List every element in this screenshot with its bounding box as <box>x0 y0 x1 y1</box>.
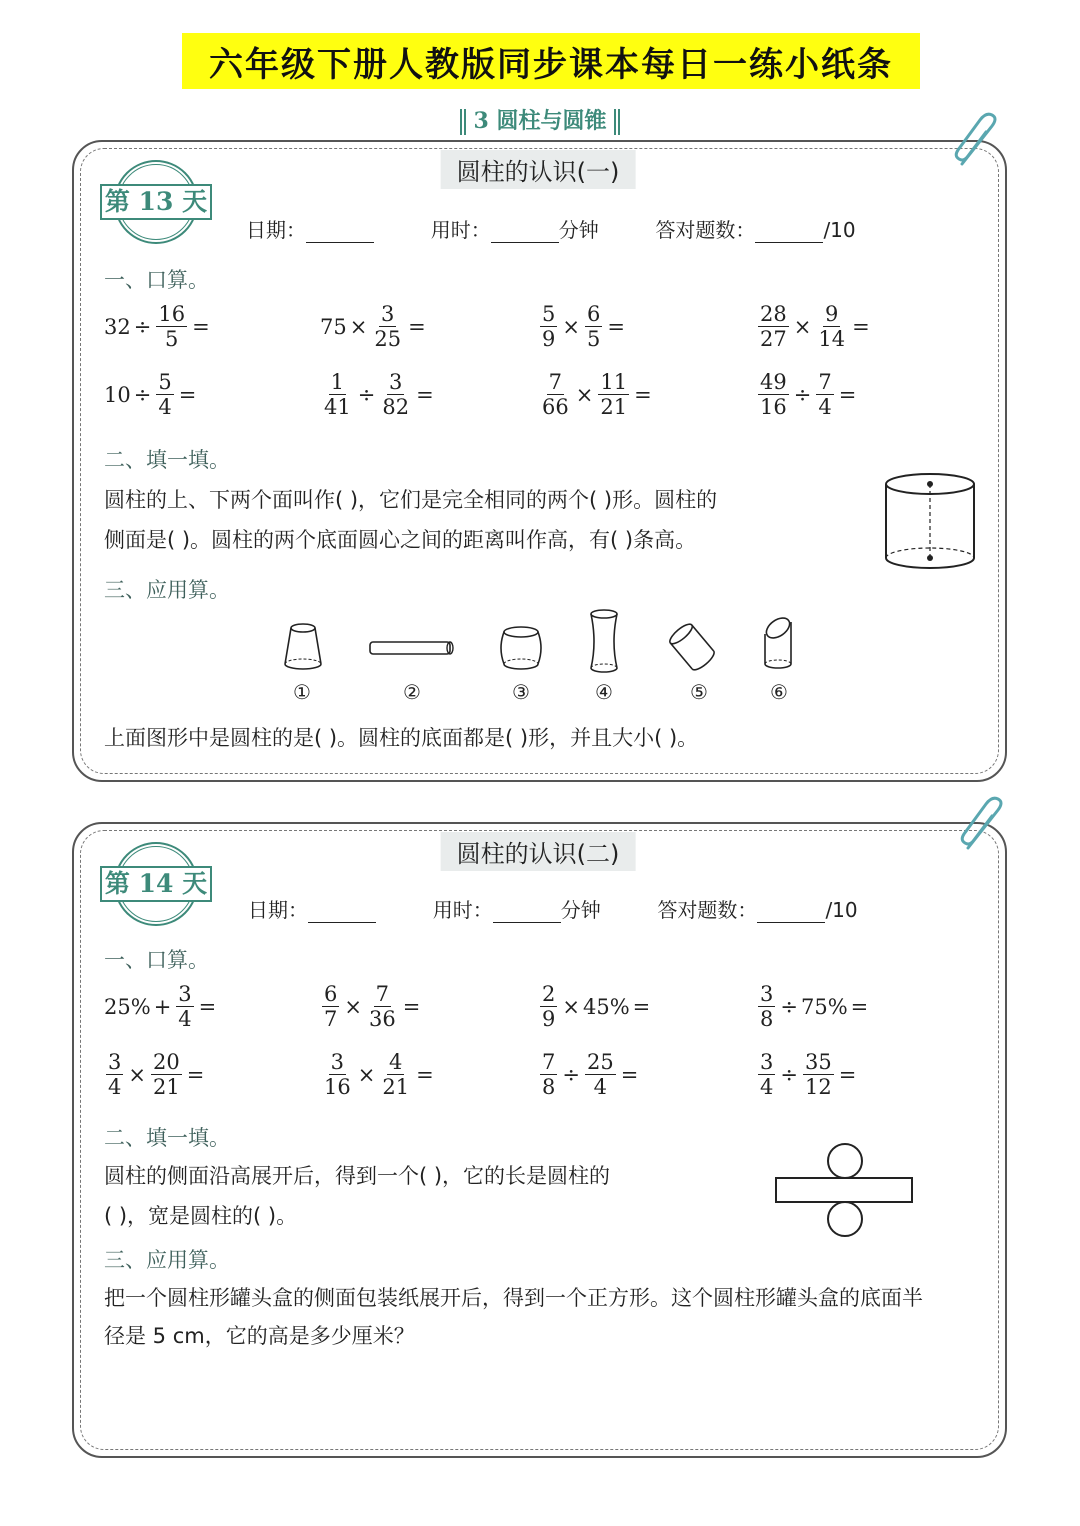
total-label: /10 <box>823 218 856 242</box>
operator: ÷ <box>780 1062 798 1087</box>
fraction <box>540 302 557 351</box>
operand: 45% <box>582 994 630 1019</box>
denominator: 12 <box>804 1075 832 1100</box>
operator: ÷ <box>133 382 152 407</box>
day13-fill-line-1: 圆柱的上、下两个面叫作( )，它们是完全相同的两个( )形。圆柱的 <box>104 488 718 512</box>
date-blank[interactable] <box>308 900 376 923</box>
fraction <box>540 1050 557 1099</box>
day14-expr-4 <box>756 982 871 1031</box>
equals: = <box>850 994 869 1019</box>
day14-badge <box>102 842 214 930</box>
denominator: 25 <box>374 327 402 352</box>
operator: × <box>793 314 812 339</box>
day13-expr-5 <box>104 370 199 419</box>
fraction <box>585 302 602 351</box>
day13-badge-label: 第 13 天 <box>100 184 212 220</box>
time-blank[interactable] <box>491 220 559 243</box>
fraction <box>758 982 775 1031</box>
shape-2-rod <box>366 638 456 658</box>
minutes-label: 分钟 <box>558 218 599 242</box>
day14-meta-row <box>248 894 858 923</box>
equals: = <box>198 994 217 1019</box>
fraction <box>106 1050 123 1099</box>
day13-section1-heading: 一、口算。 <box>104 268 209 292</box>
correct-label: 答对题数： <box>655 218 756 242</box>
numerator: 7 <box>548 370 563 394</box>
day13-app-line: 上面图形中是圆柱的是( )。圆柱的底面都是( )形，并且大小( )。 <box>104 726 699 750</box>
unit-title: 3 圆柱与圆锥 <box>473 108 607 134</box>
denominator: 4 <box>593 1075 608 1100</box>
day14-section2-heading: 二、填一填。 <box>104 1126 230 1150</box>
total-label: /10 <box>825 898 858 922</box>
fraction <box>540 982 557 1031</box>
day13-fill-line-2: 侧面是( )。圆柱的两个底面圆心之间的距离叫作高，有( )条高。 <box>104 528 697 552</box>
shape-label-3: ③ <box>512 680 530 704</box>
numerator: 7 <box>375 982 390 1006</box>
unit-bar-right <box>614 109 620 135</box>
numerator: 5 <box>542 302 556 326</box>
denominator: 8 <box>760 1007 774 1032</box>
day14-expr-8 <box>756 1050 859 1099</box>
denominator: 5 <box>165 327 179 352</box>
numerator: 3 <box>389 370 403 394</box>
day14-expr-6 <box>320 1050 437 1099</box>
denominator: 4 <box>178 1007 192 1032</box>
numerator: 1 <box>330 370 345 394</box>
denominator: 21 <box>382 1075 410 1100</box>
equals: = <box>178 382 197 407</box>
fraction <box>322 370 353 419</box>
minutes-label: 分钟 <box>560 898 601 922</box>
day13-expr-3 <box>538 302 628 351</box>
denominator: 9 <box>542 1007 556 1032</box>
numerator: 20 <box>152 1050 180 1074</box>
date-blank[interactable] <box>306 220 374 243</box>
day14-section3-heading: 三、应用算。 <box>104 1248 230 1272</box>
fraction <box>598 370 629 419</box>
day14-app-line-2: 径是 5 cm，它的高是多少厘米？ <box>104 1324 415 1348</box>
shape-label-1: ① <box>293 680 311 704</box>
numerator: 3 <box>760 982 774 1006</box>
equals: = <box>192 314 210 339</box>
numerator: 28 <box>760 302 787 326</box>
numerator: 35 <box>804 1050 832 1074</box>
day14-expr-2 <box>320 982 423 1031</box>
shape-5-tilted-cylinder <box>666 620 718 674</box>
denominator: 4 <box>108 1075 122 1100</box>
day14-expr-3 <box>538 982 653 1031</box>
numerator: 6 <box>324 982 338 1006</box>
page-title: 六年级下册人教版同步课本每日一练小纸条 <box>209 44 893 85</box>
operator: ÷ <box>357 382 376 407</box>
time-label: 用时： <box>430 218 491 242</box>
operand: 75% <box>800 994 848 1019</box>
operator: + <box>153 994 172 1019</box>
day13-section2-heading: 二、填一填。 <box>104 448 230 472</box>
day14-expr-1 <box>104 982 219 1031</box>
day13-expr-2 <box>320 302 429 351</box>
shape-3-barrel <box>498 624 544 672</box>
equals: = <box>852 314 870 339</box>
denominator: 21 <box>152 1075 180 1100</box>
numerator: 16 <box>158 302 186 326</box>
operator: × <box>562 994 580 1019</box>
operator: × <box>357 1062 376 1087</box>
operator: × <box>349 314 368 339</box>
numerator: 3 <box>381 302 395 326</box>
numerator: 7 <box>818 370 832 394</box>
correct-blank[interactable] <box>757 900 825 923</box>
day13-meta-row <box>246 214 856 243</box>
fraction <box>380 1050 411 1099</box>
numerator: 49 <box>760 370 787 394</box>
equals: = <box>408 314 426 339</box>
operator: ÷ <box>133 314 152 339</box>
numerator: 3 <box>178 982 192 1006</box>
denominator: 5 <box>586 327 601 352</box>
day14-fill-line-2: ( )，宽是圆柱的( )。 <box>104 1204 298 1228</box>
denominator: 14 <box>818 327 846 352</box>
correct-blank[interactable] <box>755 220 823 243</box>
operand: 32 <box>104 314 131 339</box>
operator: ÷ <box>793 382 812 407</box>
cylinder-net-diagram <box>774 1142 916 1238</box>
denominator: 16 <box>324 1075 351 1100</box>
day14-section1-heading: 一、口算。 <box>104 948 209 972</box>
denominator: 4 <box>158 395 172 420</box>
day13-expr-6 <box>320 370 437 419</box>
fraction <box>540 370 571 419</box>
fraction <box>176 982 193 1031</box>
fraction <box>367 982 398 1031</box>
numerator: 2 <box>542 982 556 1006</box>
date-label: 日期： <box>248 898 308 922</box>
day13-expr-8 <box>756 370 859 419</box>
day13-section3-heading: 三、应用算。 <box>104 578 230 602</box>
operator: × <box>562 314 580 339</box>
operator: ÷ <box>562 1062 580 1087</box>
correct-label: 答对题数： <box>657 898 758 922</box>
day13-expr-1 <box>104 302 213 351</box>
operator: × <box>575 382 594 407</box>
fraction <box>758 1050 775 1099</box>
fraction <box>758 302 789 351</box>
paperclip-icon <box>952 112 1004 172</box>
day14-expr-5 <box>104 1050 207 1099</box>
numerator: 3 <box>108 1050 122 1074</box>
numerator: 3 <box>760 1050 774 1074</box>
equals: = <box>838 382 857 407</box>
fraction <box>816 302 847 351</box>
paperclip-icon <box>958 796 1010 856</box>
equals: = <box>416 382 434 407</box>
equals: = <box>607 314 625 339</box>
denominator: 21 <box>600 395 628 420</box>
numerator: 3 <box>330 1050 345 1074</box>
denominator: 8 <box>542 1075 556 1100</box>
fraction <box>380 370 411 419</box>
shape-label-4: ④ <box>595 680 613 704</box>
time-blank[interactable] <box>493 900 561 923</box>
day13-section-title: 圆柱的认识(一) <box>441 150 636 189</box>
operator: ÷ <box>780 994 798 1019</box>
operand: 75 <box>320 314 347 339</box>
equals: = <box>634 382 652 407</box>
day14-fill-line-1: 圆柱的侧面沿高展开后，得到一个( )，它的长是圆柱的 <box>104 1164 611 1188</box>
day13-expr-4 <box>756 302 873 351</box>
denominator: 41 <box>324 395 351 420</box>
day14-badge-label: 第 14 天 <box>100 866 212 902</box>
numerator: 5 <box>158 370 172 394</box>
operator: × <box>344 994 362 1019</box>
date-label: 日期： <box>246 218 306 242</box>
denominator: 9 <box>542 327 556 352</box>
operand: 25% <box>104 994 151 1019</box>
title-banner <box>182 33 920 89</box>
denominator: 36 <box>368 1007 396 1032</box>
fraction <box>585 1050 616 1099</box>
unit-heading <box>0 104 1080 135</box>
fraction <box>816 370 833 419</box>
equals: = <box>402 994 421 1019</box>
denominator: 82 <box>382 395 410 420</box>
day14-expr-7 <box>538 1050 641 1099</box>
day14-section-title: 圆柱的认识(二) <box>441 832 636 871</box>
cylinder-height-diagram <box>882 470 978 574</box>
numerator: 9 <box>825 302 839 326</box>
operand: 10 <box>104 382 131 407</box>
fraction <box>156 302 187 351</box>
fraction <box>322 1050 353 1099</box>
denominator: 7 <box>324 1007 338 1032</box>
fraction <box>372 302 403 351</box>
shape-label-6: ⑥ <box>770 680 788 704</box>
shape-label-5: ⑤ <box>690 680 708 704</box>
shape-1-frustum <box>282 622 324 672</box>
day13-badge <box>102 160 214 248</box>
fraction <box>322 982 339 1031</box>
time-label: 用时： <box>432 898 493 922</box>
shape-label-2: ② <box>403 680 421 704</box>
fraction <box>156 370 173 419</box>
equals: = <box>186 1062 205 1087</box>
numerator: 4 <box>389 1050 403 1074</box>
day14-app-line-1: 把一个圆柱形罐头盒的侧面包装纸展开后，得到一个正方形。这个圆柱形罐头盒的底面半 <box>104 1286 923 1310</box>
denominator: 66 <box>542 395 569 420</box>
numerator: 7 <box>542 1050 556 1074</box>
denominator: 27 <box>760 327 787 352</box>
shape-4-hourglass-cylinder <box>586 608 622 676</box>
numerator: 25 <box>586 1050 614 1074</box>
equals: = <box>838 1062 857 1087</box>
numerator: 11 <box>600 370 628 394</box>
equals: = <box>416 1062 434 1087</box>
operator: × <box>128 1062 146 1087</box>
shape-6-slant-cut-cylinder <box>758 614 798 674</box>
equals: = <box>620 1062 639 1087</box>
numerator: 6 <box>586 302 601 326</box>
denominator: 16 <box>760 395 787 420</box>
day13-expr-7 <box>538 370 655 419</box>
unit-bar-left <box>460 109 466 135</box>
denominator: 4 <box>818 395 832 420</box>
equals: = <box>632 994 651 1019</box>
denominator: 4 <box>760 1075 774 1100</box>
fraction <box>803 1050 834 1099</box>
fraction <box>151 1050 182 1099</box>
fraction <box>758 370 789 419</box>
